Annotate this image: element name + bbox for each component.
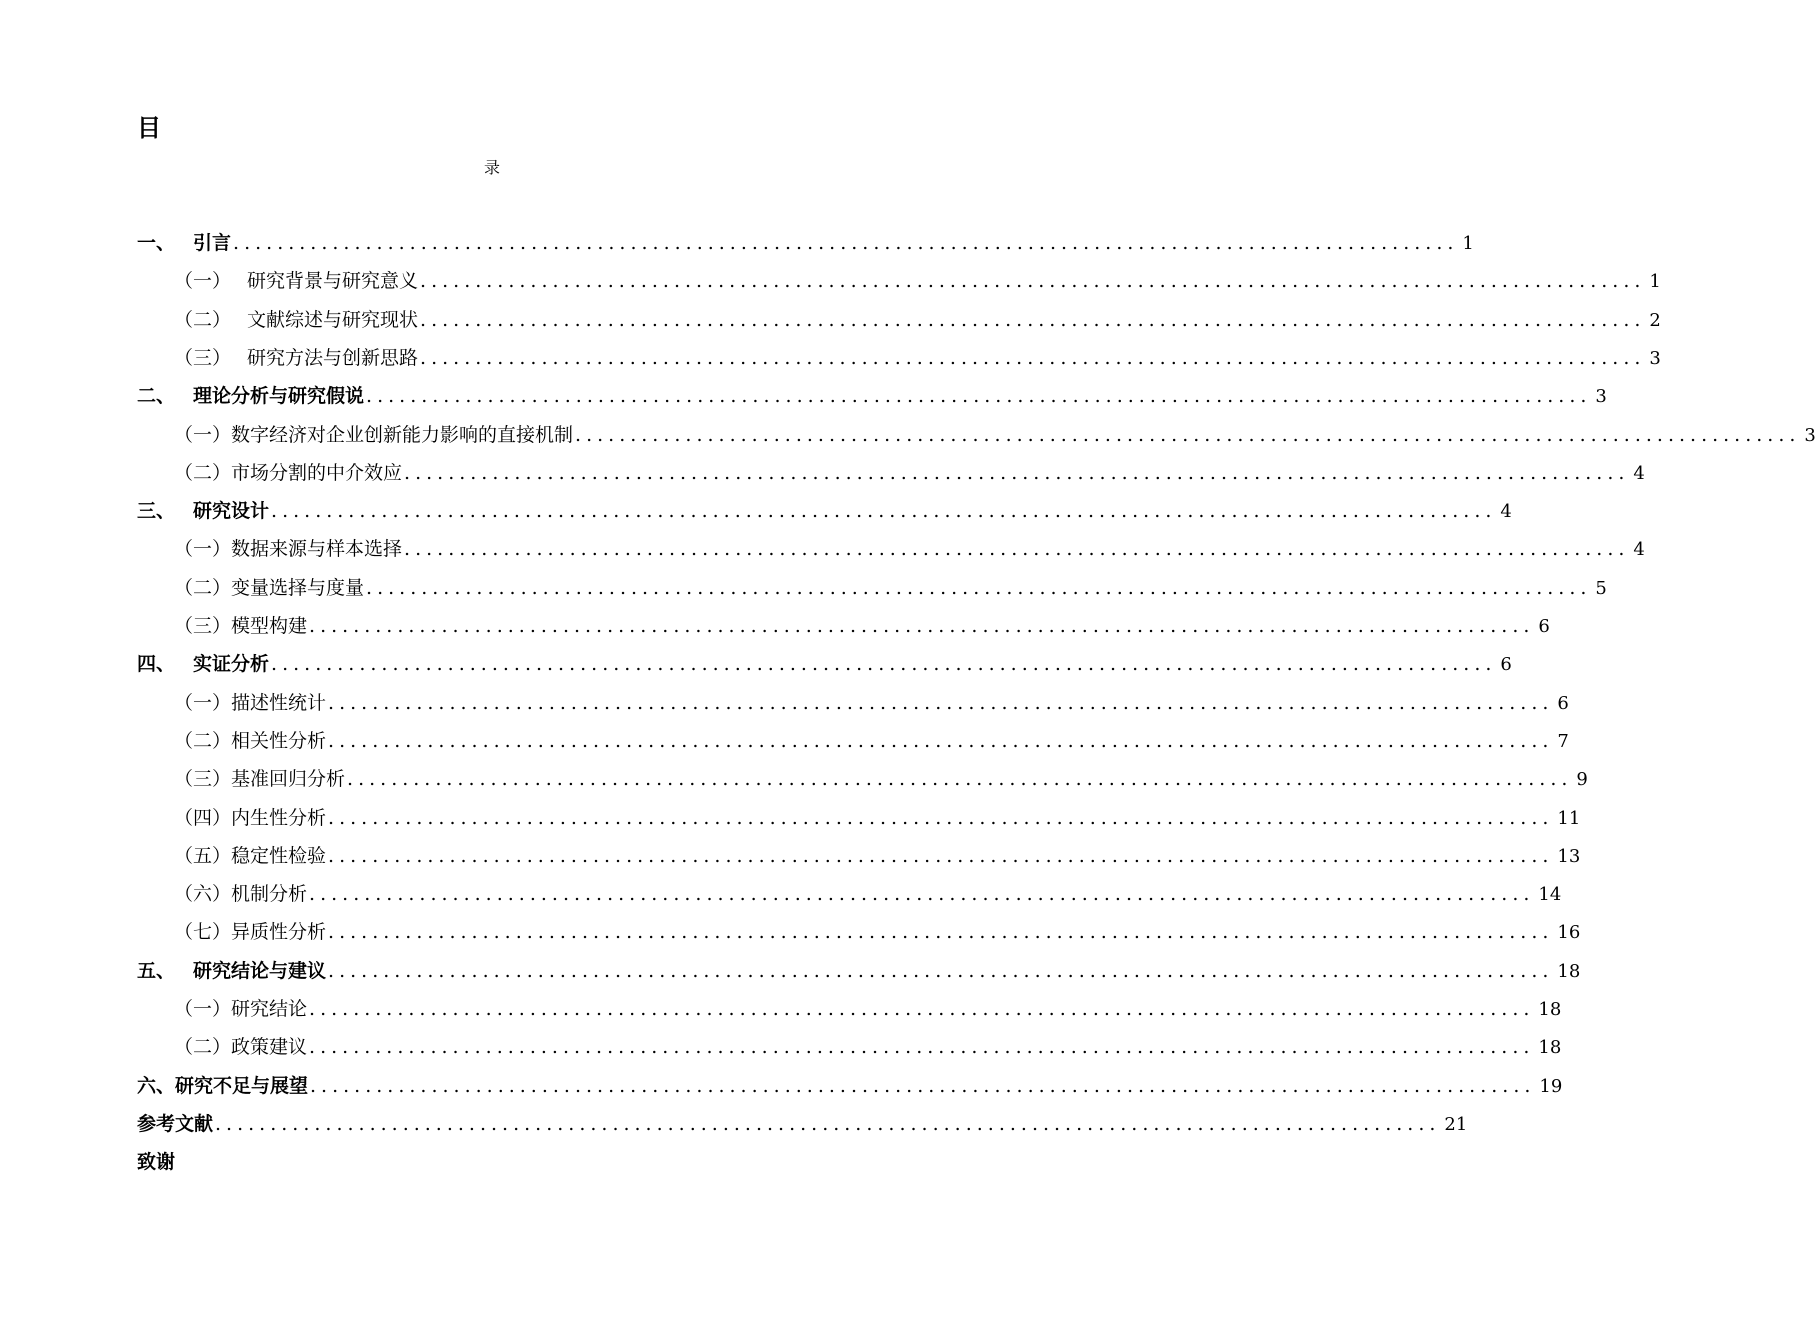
- toc-entry-number: （三）: [174, 346, 232, 369]
- toc-dot-leader: ...............................................................................................................: [271, 653, 1497, 676]
- toc-entry-number: 一、: [137, 232, 176, 254]
- toc-page-number: 11: [1557, 807, 1581, 829]
- toc-entry-title: 研究结论与建议: [193, 959, 327, 982]
- toc-section-entry[interactable]: [174, 766, 1588, 792]
- toc-entry-number: （二）: [174, 308, 232, 331]
- toc-dot-leader: ...............................................................................................................: [420, 346, 1646, 369]
- toc-entry-title: 实证分析: [193, 653, 270, 676]
- toc-dot-leader: ...............................................................................................................: [347, 768, 1573, 791]
- toc-dot-leader: ...............................................................................................................: [215, 1112, 1441, 1135]
- toc-section-entry[interactable]: [174, 268, 1661, 294]
- toc-entry-number: （四）: [174, 806, 232, 829]
- toc-page-number: 7: [1557, 730, 1569, 752]
- toc-entry-title: 研究方法与创新思路: [247, 346, 419, 369]
- toc-dot-leader: ...............................................................................................................: [366, 576, 1592, 599]
- toc-page-number: 21: [1444, 1113, 1468, 1135]
- toc-entry-number: （一）: [174, 691, 232, 714]
- toc-section-entry[interactable]: [174, 536, 1645, 562]
- toc-dot-leader: ...............................................................................................................: [575, 423, 1801, 446]
- toc-page-number: 4: [1633, 462, 1645, 484]
- toc-dot-leader: ...............................................................................................................: [328, 729, 1554, 752]
- toc-section-entry[interactable]: [174, 345, 1661, 371]
- toc-chapter-entry[interactable]: [137, 1111, 1468, 1137]
- toc-page-number: 18: [1538, 999, 1562, 1020]
- toc-entry-title: 内生性分析: [231, 806, 327, 829]
- toc-entry-title: 研究设计: [193, 500, 270, 523]
- toc-dot-leader: ...............................................................................................................: [366, 385, 1592, 408]
- toc-entry-number: （二）: [174, 729, 232, 752]
- toc-entry-title: 相关性分析: [231, 729, 327, 752]
- toc-entry-number: （二）: [174, 576, 232, 599]
- toc-entry-number: （七）: [174, 921, 232, 944]
- toc-entry-title: 描述性统计: [231, 691, 327, 714]
- toc-entry-title: 引言: [193, 232, 232, 254]
- toc-entry-title: 理论分析与研究假说: [193, 385, 365, 408]
- toc-entry-title: 数据来源与样本选择: [231, 538, 403, 561]
- toc-dot-leader: ...............................................................................................................: [328, 959, 1554, 982]
- toc-title-char-1: 目: [137, 114, 161, 142]
- toc-section-entry[interactable]: [174, 422, 1816, 448]
- toc-dot-leader: ...............................................................................................................: [328, 844, 1554, 867]
- toc-page-number: 6: [1557, 692, 1569, 714]
- toc-page-number: 3: [1649, 347, 1661, 369]
- toc-section-entry[interactable]: [174, 690, 1569, 716]
- toc-page-number: 4: [1500, 501, 1512, 523]
- toc-chapter-entry[interactable]: [137, 383, 1607, 409]
- toc-entry-number: （一）: [174, 998, 232, 1020]
- toc-entry-number: （三）: [174, 768, 232, 791]
- toc-chapter-entry[interactable]: [137, 230, 1474, 256]
- toc-entry-title: 六、研究不足与展望: [137, 1074, 309, 1097]
- toc-page-number: 2: [1649, 309, 1661, 331]
- toc-dot-leader: ...............................................................................................................: [328, 691, 1554, 714]
- toc-page-number: 4: [1633, 539, 1645, 561]
- toc-entry-title: 机制分析: [231, 883, 308, 906]
- toc-entry-title: 基准回归分析: [231, 768, 346, 791]
- toc-chapter-entry[interactable]: [137, 1073, 1563, 1099]
- toc-entry-title: 异质性分析: [231, 921, 327, 944]
- toc-section-entry[interactable]: [174, 919, 1581, 945]
- toc-entry-number: （一）: [174, 538, 232, 561]
- toc-page-number: 6: [1538, 616, 1550, 637]
- toc-dot-leader: ...............................................................................................................: [309, 998, 1535, 1020]
- toc-page-number: 1: [1462, 233, 1474, 254]
- toc-dot-leader: ...............................................................................................................: [404, 461, 1630, 484]
- toc-entry-number: （二）: [174, 1036, 232, 1059]
- toc-dot-leader: ...............................................................................................................: [404, 538, 1630, 561]
- toc-entry-number: （六）: [174, 883, 232, 906]
- toc-dot-leader: ...............................................................................................................: [271, 500, 1497, 523]
- toc-page-number: 14: [1538, 884, 1562, 906]
- toc-entry-number: （三）: [174, 615, 232, 637]
- toc-section-entry[interactable]: [174, 575, 1607, 601]
- toc-dot-leader: ...............................................................................................................: [328, 921, 1554, 944]
- toc-section-entry[interactable]: [174, 1034, 1562, 1060]
- toc-entry-title: 致谢: [137, 1151, 176, 1174]
- toc-section-entry[interactable]: [174, 460, 1645, 486]
- toc-page-number: 9: [1576, 769, 1588, 791]
- toc-section-entry[interactable]: [174, 996, 1562, 1022]
- toc-page-number: 3: [1804, 424, 1816, 446]
- toc-entry-title: 稳定性检验: [231, 844, 327, 867]
- toc-chapter-entry[interactable]: [137, 498, 1512, 524]
- toc-dot-leader: ...............................................................................................................: [309, 883, 1535, 906]
- toc-dot-leader: ...............................................................................................................: [309, 1036, 1535, 1059]
- toc-dot-leader: ...............................................................................................................: [309, 615, 1535, 637]
- toc-title-char-2: 录: [484, 158, 501, 177]
- toc-entry-title: 参考文献: [137, 1112, 214, 1135]
- toc-page-number: 5: [1595, 577, 1607, 599]
- toc-entry-number: （一）: [174, 270, 232, 293]
- toc-page-number: 13: [1557, 845, 1581, 867]
- toc-entry-number: 四、: [137, 653, 176, 676]
- toc-entry-title: 政策建议: [231, 1036, 308, 1059]
- toc-entry-number: 五、: [137, 959, 176, 982]
- toc-entry-title: 数字经济对企业创新能力影响的直接机制: [231, 423, 574, 446]
- toc-page-number: 19: [1539, 1075, 1563, 1097]
- toc-section-entry[interactable]: [174, 843, 1581, 869]
- toc-section-entry[interactable]: [174, 307, 1661, 333]
- toc-dot-leader: ...............................................................................................................: [420, 308, 1646, 331]
- toc-entry-title: 模型构建: [231, 615, 308, 637]
- toc-entry-number: （二）: [174, 461, 232, 484]
- toc-section-entry[interactable]: [174, 805, 1581, 831]
- toc-dot-leader: ...............................................................................................................: [310, 1074, 1536, 1097]
- toc-page-number: 3: [1595, 386, 1607, 408]
- toc-entry-number: （一）: [174, 423, 232, 446]
- toc-page-number: 18: [1557, 960, 1581, 982]
- toc-chapter-entry[interactable]: [137, 1149, 851, 1175]
- toc-entry-number: （五）: [174, 844, 232, 867]
- toc-dot-leader: ...............................................................................................................: [328, 806, 1554, 829]
- toc-chapter-entry[interactable]: [137, 958, 1581, 984]
- toc-dot-leader: ...............................................................................................................: [420, 270, 1646, 293]
- toc-page-number: 18: [1538, 1037, 1562, 1059]
- toc-entry-title: 变量选择与度量: [231, 576, 365, 599]
- toc-page-number: 1: [1649, 271, 1661, 293]
- toc-entry-title: 市场分割的中介效应: [231, 461, 403, 484]
- toc-entry-title: 研究背景与研究意义: [247, 270, 419, 293]
- toc-entry-title: 文献综述与研究现状: [247, 308, 419, 331]
- toc-entry-title: 研究结论: [231, 998, 308, 1020]
- toc-page-number: 6: [1500, 654, 1512, 676]
- toc-entry-number: 三、: [137, 500, 176, 523]
- toc-page-number: 16: [1557, 922, 1581, 944]
- toc-entry-number: 二、: [137, 385, 176, 408]
- toc-section-entry[interactable]: [174, 881, 1562, 907]
- toc-section-entry[interactable]: [174, 613, 1550, 639]
- toc-section-entry[interactable]: [174, 728, 1569, 754]
- toc-chapter-entry[interactable]: [137, 651, 1512, 677]
- toc-dot-leader: ...............................................................................................................: [233, 232, 1459, 254]
